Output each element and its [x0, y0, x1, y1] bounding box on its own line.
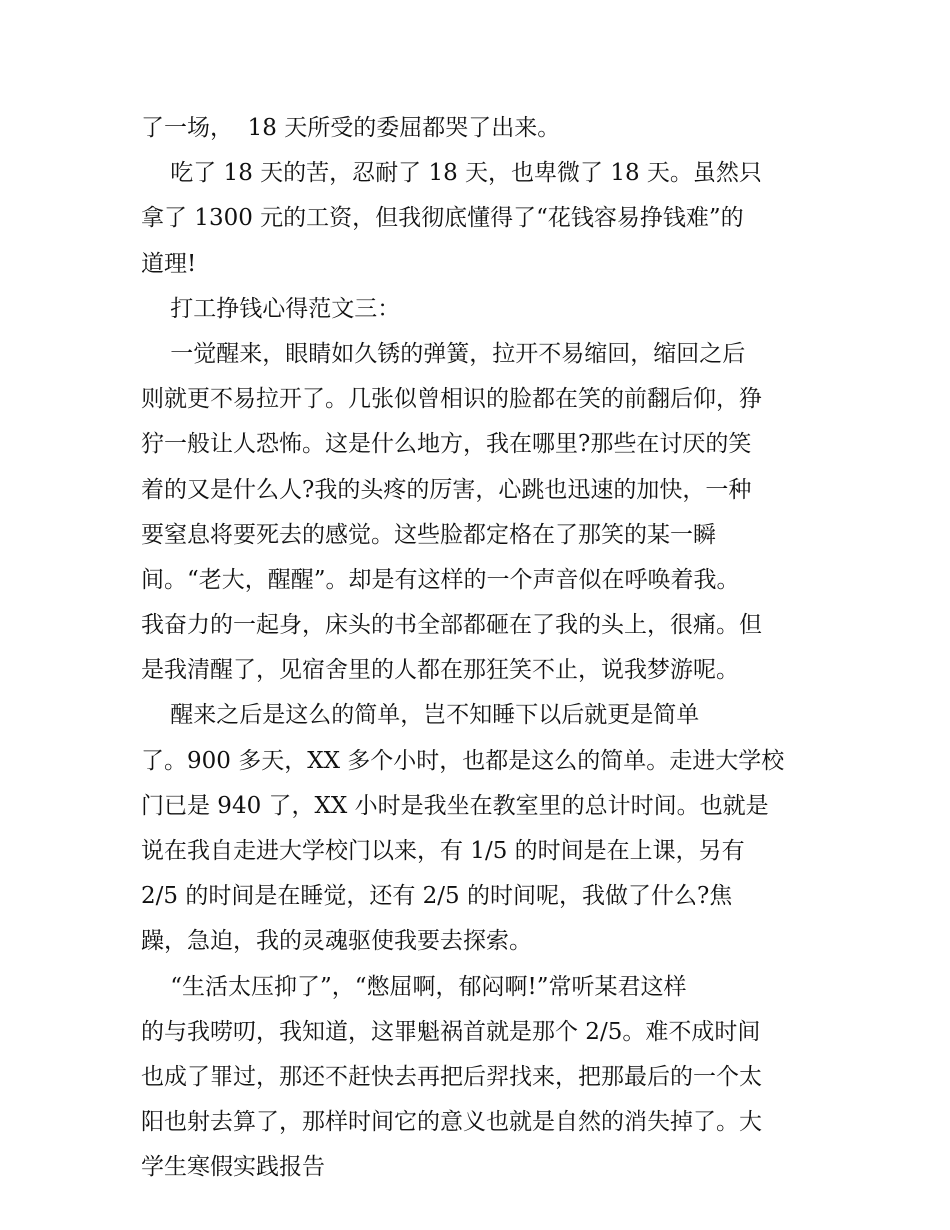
text-line: 拿了 1300 元的工资，但我彻底懂得了“花钱容易挣钱难”的	[141, 205, 744, 232]
text-line: 门已是 940 了，XX 小时是我坐在教室里的总计时间。也就是	[141, 792, 769, 819]
text-line: 道理!	[141, 250, 197, 277]
text-line: 躁，急迫，我的灵魂驱使我要去探索。	[141, 928, 532, 955]
text-line: 是我清醒了，见宿舍里的人都在那狂笑不止，说我梦游呢。	[141, 657, 739, 684]
body-text	[141, 106, 821, 1191]
text-line: 醒来之后是这么的简单，岂不知睡下以后就更是简单	[141, 702, 700, 729]
text-line: 2/5 的时间是在睡觉，还有 2/5 的时间呢，我做了什么?焦	[141, 883, 733, 910]
section-heading: 打工挣钱心得范文三：	[141, 295, 401, 322]
text-line: “生活太压抑了”，“憋屈啊，郁闷啊!”常听某君这样	[141, 973, 687, 1000]
text-line: 着的又是什么人?我的头疼的厉害，心跳也迅速的加快，一种	[141, 476, 752, 503]
text-line: 一觉醒来，眼睛如久锈的弹簧，拉开不易缩回，缩回之后	[141, 340, 746, 367]
text-line: 则就更不易拉开了。几张似曾相识的脸都在笑的前翻后仰，狰	[141, 386, 762, 413]
text-line: 说在我自走进大学校门以来，有 1/5 的时间是在上课，另有	[141, 838, 745, 864]
text-line: 也成了罪过，那还不赶快去再把后羿找来，把那最后的一个太	[141, 1063, 762, 1090]
text-line: 了一场， 18 天所受的委屈都哭了出来。	[141, 115, 561, 141]
text-line: 狞一般让人恐怖。这是什么地方，我在哪里?那些在讨厌的笑	[141, 431, 752, 458]
text-line: 的与我唠叨，我知道，这罪魁祸首就是那个 2/5。难不成时间	[141, 1018, 761, 1045]
text-line: 学生寒假实践报告	[141, 1154, 325, 1181]
text-line: 吃了 18 天的苦，忍耐了 18 天，也卑微了 18 天。虽然只	[141, 160, 762, 187]
text-line: 了。900 多天，XX 多个小时，也都是这么的简单。走进大学校	[141, 747, 785, 774]
text-line: 要窒息将要死去的感觉。这些脸都定格在了那笑的某一瞬	[141, 521, 716, 548]
text-line: 阳也射去算了，那样时间它的意义也就是自然的消失掉了。大	[141, 1109, 762, 1136]
text-line: 间。“老大，醒醒”。却是有这样的一个声音似在呼唤着我。	[141, 566, 740, 593]
text-line: 我奋力的一起身，床头的书全部都砸在了我的头上，很痛。但	[141, 612, 762, 639]
